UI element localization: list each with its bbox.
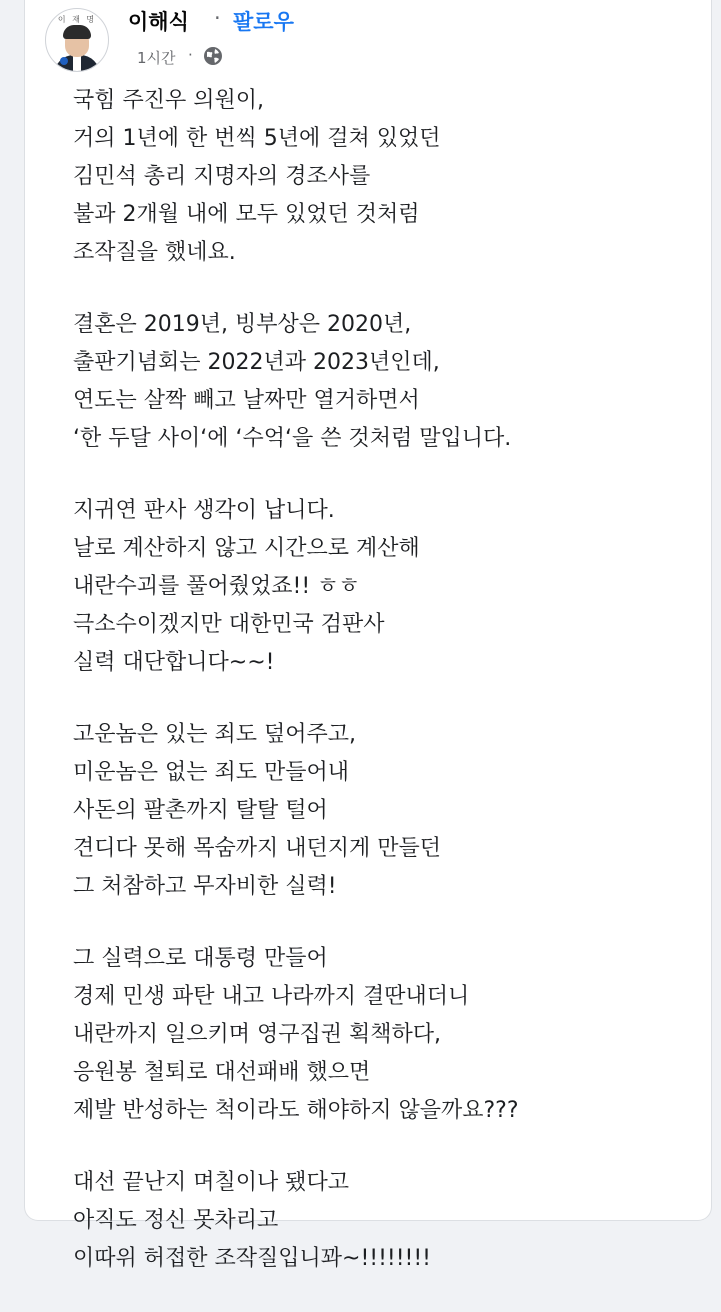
- post-text-line: 내란까지 일으키며 영구집권 획책하다,: [73, 1022, 442, 1047]
- post-card: [24, 0, 712, 1271]
- post-text-line: 그 실력으로 대통령 만들어: [73, 946, 328, 971]
- post-paragraph: [73, 306, 693, 458]
- post-text-line: 사돈의 팔촌까지 탈탈 털어: [73, 798, 328, 823]
- avatar[interactable]: [45, 8, 109, 72]
- post-paragraph: [73, 940, 693, 1130]
- post-header: [25, 0, 711, 80]
- post-text-line: 경제 민생 파탄 내고 나라까지 결딴내더니: [73, 984, 470, 1009]
- post-paragraph: [73, 1164, 693, 1278]
- post-text-line: 극소수이겠지만 대한민국 검판사: [73, 612, 385, 637]
- post-paragraph: [73, 492, 693, 682]
- post-timestamp[interactable]: 1시간: [137, 49, 176, 67]
- post-text-line: 이따위 허접한 조작질입니꽈~!!!!!!!!: [73, 1246, 431, 1271]
- post-paragraph: [73, 716, 693, 906]
- post-text-line: 대선 끝난지 며칠이나 됐다고: [73, 1170, 350, 1195]
- post-text-line: ‘한 두달 사이‘에 ‘수억‘을 쓴 것처럼 말입니다.: [73, 426, 512, 451]
- post-text-line: 날로 계산하지 않고 시간으로 계산해: [73, 536, 420, 561]
- globe-icon: [203, 46, 223, 66]
- post-text-line: 연도는 살짝 빼고 날짜만 열거하면서: [73, 388, 420, 413]
- post-body: [73, 82, 693, 1312]
- post-text-line: 고운놈은 있는 죄도 덮어주고,: [73, 722, 356, 747]
- post-text-line: 김민석 총리 지명자의 경조사를: [73, 164, 371, 189]
- author-name[interactable]: 이해식: [128, 10, 189, 34]
- avatar-shirt: [73, 55, 81, 71]
- follow-button[interactable]: 팔로우: [233, 10, 294, 34]
- post-text-line: 출판기념회는 2022년과 2023년인데,: [73, 350, 440, 375]
- time-separator: ·: [188, 46, 193, 64]
- post-paragraph: [73, 82, 693, 272]
- post-text-line: 불과 2개월 내에 모두 있었던 것처럼: [73, 202, 420, 227]
- name-separator: ·: [214, 6, 221, 30]
- post-text-line: 미운놈은 없는 죄도 만들어내: [73, 760, 350, 785]
- avatar-label: 이 재 명: [57, 15, 97, 24]
- post-text-line: 견디다 못해 목숨까지 내던지게 만들던: [73, 836, 442, 861]
- post-text-line: 내란수괴를 풀어줬었죠!! ㅎㅎ: [73, 574, 360, 599]
- post-text-line: 거의 1년에 한 번씩 5년에 걸쳐 있었던: [73, 126, 441, 151]
- avatar-hair: [63, 25, 91, 39]
- post-text-line: 응원봉 철퇴로 대선패배 했으면: [73, 1060, 371, 1085]
- post-text-line: 국힘 주진우 의원이,: [73, 88, 264, 113]
- post-text-line: 실력 대단합니다~~!: [73, 650, 275, 675]
- post-text-line: 지귀연 판사 생각이 납니다.: [73, 498, 335, 523]
- post-text-line: 제발 반성하는 척이라도 해야하지 않을까요???: [73, 1098, 519, 1123]
- post-text-line: 조작질을 했네요.: [73, 240, 236, 265]
- avatar-badge: [60, 57, 68, 65]
- post-text-line: 아직도 정신 못차리고: [73, 1208, 279, 1233]
- post-text-line: 그 처참하고 무자비한 실력!: [73, 874, 337, 899]
- post-text-line: 결혼은 2019년, 빙부상은 2020년,: [73, 312, 412, 337]
